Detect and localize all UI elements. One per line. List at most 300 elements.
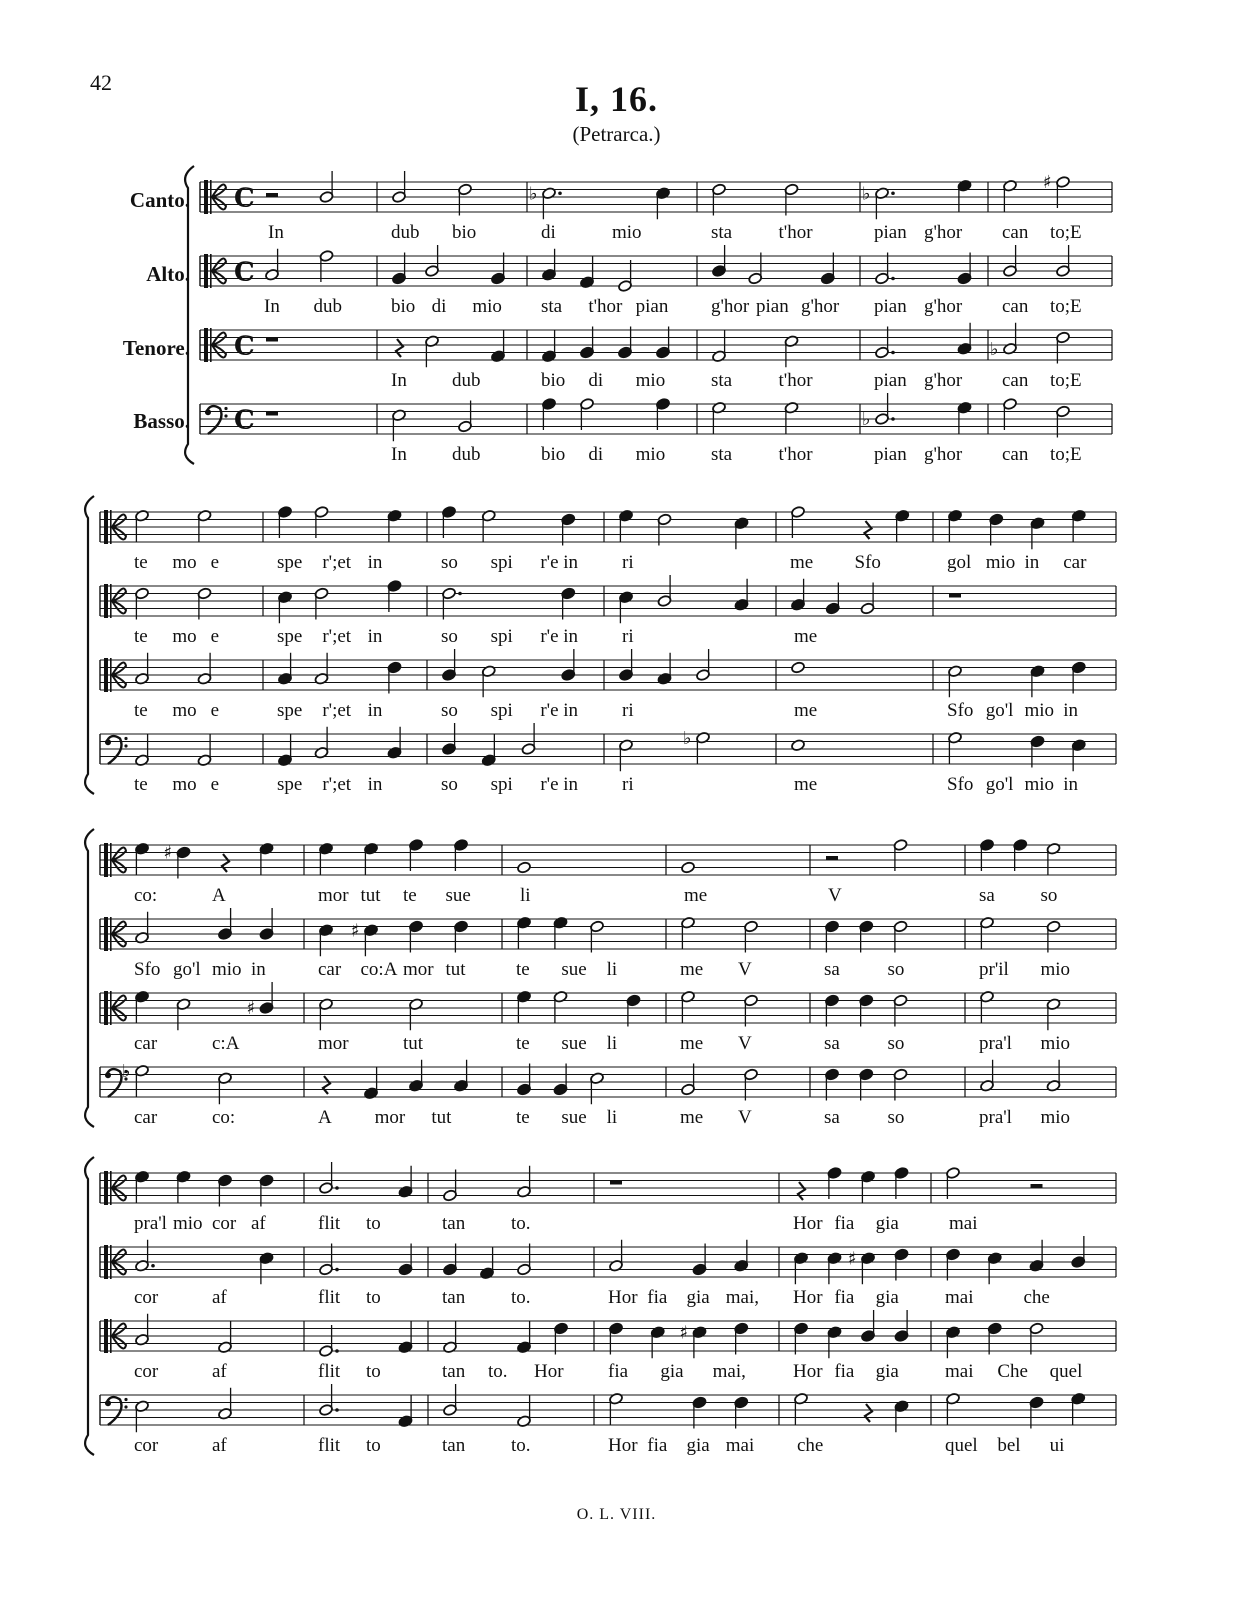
lyric-syllable: Hor — [608, 1435, 638, 1456]
flat-sign: ♭ — [862, 183, 871, 205]
dot — [335, 1408, 339, 1412]
dot — [891, 191, 895, 195]
lyric-syllable: mio — [173, 1213, 203, 1234]
measure — [794, 1392, 909, 1456]
lyric-syllable: pian — [874, 296, 907, 317]
lyric-syllable: in — [1063, 700, 1079, 721]
lyric-syllable: te — [516, 1107, 530, 1128]
lyric-syllable: mai, — [712, 1361, 746, 1382]
measure — [134, 1388, 232, 1456]
lyric-syllable: to — [366, 1361, 381, 1382]
lyric-syllable: mai — [725, 1435, 755, 1456]
lyric-syllable: bel — [997, 1435, 1021, 1456]
measure — [1002, 172, 1082, 243]
lyric-syllable: te — [403, 885, 417, 906]
lyric-syllable: sa — [824, 959, 840, 980]
lyric-syllable: me — [684, 885, 708, 906]
lyric-syllable: bio — [391, 296, 416, 317]
time-signature: C — [234, 331, 255, 362]
lyric-syllable: mio — [635, 370, 666, 391]
measure — [979, 839, 1061, 906]
lyric-syllable: g'hor — [801, 296, 840, 317]
lyric-syllable: g'hor — [711, 296, 750, 317]
lyric-syllable: te — [516, 1033, 530, 1054]
measure — [947, 509, 1087, 573]
lyric-syllable: r';et — [322, 700, 352, 721]
lyric-syllable: ri — [622, 700, 634, 721]
lyric-syllable: A — [318, 1107, 332, 1128]
lyric-syllable: flit — [318, 1287, 341, 1308]
lyric-syllable: dub — [391, 222, 420, 243]
measure — [824, 994, 908, 1054]
lyric-syllable: tan — [442, 1287, 466, 1308]
lyric-syllable: mor — [374, 1107, 406, 1128]
sharp-sign: ♯ — [1043, 172, 1052, 193]
measure — [680, 916, 758, 980]
lyric-syllable: pian — [756, 296, 789, 317]
lyric-syllable: gia — [660, 1361, 684, 1382]
measure — [824, 920, 908, 980]
measure — [516, 1064, 617, 1129]
lyric-syllable: bio — [541, 444, 566, 465]
lyric-syllable: mio — [612, 222, 642, 243]
lyric-syllable: so — [441, 774, 458, 795]
lyric-syllable: Sfo — [947, 700, 974, 721]
measure — [517, 861, 532, 906]
lyric-syllable: pr'il — [979, 959, 1009, 980]
lyric-syllable: sta — [541, 296, 563, 317]
lyric-syllable: tut — [403, 1033, 424, 1054]
dot — [558, 191, 562, 195]
rest — [1031, 1184, 1043, 1188]
measure — [711, 401, 813, 465]
dot — [335, 1349, 339, 1353]
lyric-syllable: te — [516, 959, 530, 980]
lyric-syllable: mor — [403, 959, 434, 980]
lyric-syllable: di — [588, 370, 604, 391]
dot — [891, 417, 895, 421]
lyric-syllable: di — [588, 444, 604, 465]
measure — [790, 506, 910, 573]
lyric-syllable: so — [887, 1033, 905, 1054]
lyric-syllable: li — [606, 959, 618, 980]
measure — [516, 916, 617, 980]
lyric-syllable: co:A — [360, 959, 398, 980]
lyric-syllable: ri — [622, 626, 634, 647]
staff-basso — [100, 1384, 1116, 1456]
lyric-syllable: Sfo — [854, 552, 881, 573]
measure — [874, 253, 972, 318]
lyric-syllable: te — [134, 774, 148, 795]
lyric-syllable: tan — [442, 1435, 466, 1456]
rest — [266, 338, 278, 342]
lyric-syllable: quel — [1049, 1361, 1083, 1382]
sharp-sign: ♯ — [848, 1248, 857, 1270]
measure — [277, 653, 402, 721]
f-clef-icon — [205, 406, 228, 434]
staff-tenore — [200, 323, 1112, 391]
measure — [949, 594, 961, 598]
lyric-syllable: bio — [541, 370, 566, 391]
lyric-syllable: ui — [1049, 1435, 1065, 1456]
rest — [798, 1182, 805, 1200]
measure — [791, 579, 875, 647]
lyric-syllable: cor — [212, 1213, 237, 1234]
lyric-syllable: so — [441, 700, 458, 721]
lyric-syllable: mio — [472, 296, 502, 317]
lyric-syllable: te — [134, 626, 148, 647]
time-signature: C — [234, 257, 255, 288]
lyric-syllable: dub — [452, 370, 481, 391]
lyric-syllable: li — [606, 1107, 618, 1128]
lyric-syllable: to. — [511, 1287, 531, 1308]
lyric-syllable: Hor — [793, 1213, 823, 1234]
measure — [793, 1167, 909, 1234]
rest — [826, 856, 838, 860]
lyric-syllable: to — [366, 1287, 381, 1308]
measure — [266, 338, 278, 342]
lyric-syllable: flit — [318, 1435, 341, 1456]
lyric-syllable: gia — [875, 1361, 899, 1382]
measure — [134, 1170, 274, 1234]
measure — [791, 739, 818, 795]
lyric-syllable: spi — [490, 552, 513, 573]
measure — [318, 1244, 413, 1309]
lyric-syllable: spi — [490, 700, 513, 721]
measure — [442, 1321, 568, 1382]
lyric-syllable: fia — [834, 1361, 855, 1382]
staff-alto — [200, 245, 1112, 317]
lyric-syllable: pra'l — [979, 1107, 1012, 1128]
system-4 — [85, 1157, 1116, 1456]
lyric-syllable: go'l — [173, 959, 201, 980]
measure — [134, 509, 219, 573]
lyric-syllable: af — [212, 1287, 227, 1308]
lyric-syllable: di — [431, 296, 447, 317]
lyric-syllable: g'hor — [924, 296, 963, 317]
flat-sign: ♭ — [683, 727, 692, 749]
measure — [610, 1181, 622, 1185]
lyric-syllable: af — [251, 1213, 266, 1234]
lyric-syllable: af — [212, 1361, 227, 1382]
lyric-syllable: che — [797, 1435, 824, 1456]
lyric-syllable: mio — [1040, 959, 1071, 980]
dot — [335, 1268, 339, 1272]
lyric-syllable: to;E — [1050, 296, 1082, 317]
lyric-syllable: in — [251, 959, 266, 980]
lyric-syllable: e — [210, 700, 220, 721]
lyric-syllable: to. — [488, 1361, 508, 1382]
lyric-syllable: mo — [172, 700, 197, 721]
lyric-syllable: sta — [711, 444, 733, 465]
system-3 — [85, 829, 1116, 1128]
lyric-syllable: r'e in — [540, 552, 579, 573]
voice-label-alto: Alto. — [146, 262, 190, 286]
lyric-syllable: to — [366, 1435, 381, 1456]
staff-tenore — [100, 1310, 1116, 1382]
measure — [945, 1392, 1086, 1456]
measure — [711, 330, 813, 391]
lyric-syllable: li — [606, 1033, 618, 1054]
measure — [979, 1060, 1070, 1128]
measure — [793, 1248, 909, 1308]
lyric-syllable: spi — [490, 626, 513, 647]
lyric-syllable: g'hor — [924, 444, 963, 465]
lyric-syllable: can — [1002, 296, 1029, 317]
lyric-syllable: sue — [445, 885, 471, 906]
measure — [862, 179, 972, 243]
lyric-syllable: flit — [318, 1361, 341, 1382]
lyric-syllable: dub — [452, 444, 481, 465]
lyric-syllable: sta — [711, 222, 733, 243]
staff-canto — [100, 506, 1116, 573]
lyric-syllable: li — [520, 885, 531, 906]
measure — [318, 920, 468, 980]
lyric-syllable: go'l — [985, 700, 1014, 721]
measure — [945, 1322, 1082, 1382]
lyric-syllable: In — [391, 370, 407, 391]
lyric-syllable: gia — [686, 1435, 710, 1456]
lyric-syllable: V — [738, 959, 752, 980]
lyric-syllable: mio — [1024, 700, 1055, 721]
lyric-syllable: mai — [945, 1287, 974, 1308]
lyric-syllable: Che — [997, 1361, 1028, 1382]
lyric-syllable: sta — [711, 370, 733, 391]
lyric-syllable: to;E — [1050, 370, 1082, 391]
measure — [441, 587, 579, 647]
lyric-syllable: fia — [647, 1287, 668, 1308]
lyric-syllable: di — [541, 222, 556, 243]
lyric-syllable: cor — [134, 1361, 159, 1382]
measure — [134, 1240, 274, 1308]
lyric-syllable: to;E — [1050, 444, 1082, 465]
lyric-syllable: pian — [874, 222, 907, 243]
staff-canto — [100, 839, 1116, 906]
lyric-syllable: te — [134, 552, 148, 573]
rest — [323, 1076, 330, 1094]
lyric-syllable: mio — [212, 959, 242, 980]
dot — [151, 1264, 155, 1268]
measure — [391, 330, 505, 391]
lyric-syllable: can — [1002, 370, 1029, 391]
lyric-syllable: e — [210, 774, 220, 795]
lyric-syllable: e — [210, 626, 220, 647]
rest — [266, 412, 278, 416]
measure — [442, 1244, 531, 1309]
piece-title: I, 16. — [574, 79, 658, 119]
lyric-syllable: me — [680, 1107, 704, 1128]
measure — [134, 587, 219, 647]
system-1 — [185, 166, 1112, 465]
lyric-syllable: co: — [212, 1107, 236, 1128]
measure — [122, 1061, 235, 1128]
lyric-syllable: spe — [277, 626, 303, 647]
lyric-syllable: dub — [313, 296, 342, 317]
lyric-syllable: In — [268, 222, 284, 243]
lyric-syllable: r';et — [322, 552, 352, 573]
staff-basso — [200, 393, 1112, 465]
lyric-syllable: af — [212, 1435, 227, 1456]
measure — [826, 839, 908, 906]
lyric-syllable: me — [794, 774, 818, 795]
lyric-syllable: mai, — [725, 1287, 759, 1308]
lyric-syllable: pian — [874, 444, 907, 465]
measure — [824, 1068, 908, 1128]
lyric-syllable: gia — [875, 1213, 899, 1234]
lyric-syllable: in — [1063, 774, 1079, 795]
lyric-syllable: tut — [445, 959, 466, 980]
lyric-syllable: so — [441, 626, 458, 647]
rest — [396, 339, 403, 357]
lyric-syllable: e — [210, 552, 220, 573]
measure — [608, 1322, 749, 1382]
measure — [680, 1064, 758, 1129]
measure — [266, 412, 278, 416]
measure — [680, 990, 758, 1054]
lyric-syllable: so — [887, 1107, 905, 1128]
lyric-syllable: car — [318, 959, 342, 980]
measure — [619, 509, 749, 573]
lyric-syllable: me — [790, 552, 814, 573]
lyric-syllable: ri — [622, 552, 634, 573]
measure — [608, 1240, 759, 1308]
lyric-syllable: to. — [511, 1435, 531, 1456]
measure — [277, 506, 402, 573]
lyric-syllable: te — [134, 700, 148, 721]
flat-sign: ♭ — [529, 183, 538, 205]
lyric-syllable: to;E — [1050, 222, 1082, 243]
lyric-syllable: ri — [622, 774, 634, 795]
rest — [222, 854, 229, 872]
measure — [608, 1392, 754, 1456]
lyric-syllable: co: — [134, 885, 158, 906]
lyric-syllable: mo — [172, 552, 197, 573]
rest — [865, 1404, 872, 1422]
measure — [1002, 398, 1082, 465]
lyric-syllable: mai — [949, 1213, 978, 1234]
lyric-syllable: mor — [318, 1033, 349, 1054]
lyric-syllable: pian — [635, 296, 669, 317]
lyric-syllable: pian — [874, 370, 907, 391]
measure — [619, 728, 711, 795]
lyric-syllable: mio — [635, 444, 666, 465]
lyric-syllable: in — [367, 774, 383, 795]
dot — [458, 592, 462, 596]
lyric-syllable: t'hor — [588, 296, 623, 317]
staff-canto — [100, 1162, 1116, 1234]
lyric-syllable: pra'l — [979, 1033, 1012, 1054]
note — [681, 861, 696, 874]
measure — [318, 1321, 413, 1382]
lyric-syllable: mor — [318, 885, 349, 906]
measure — [979, 916, 1070, 980]
lyric-syllable: r';et — [322, 774, 352, 795]
measure — [391, 401, 481, 466]
lyric-syllable: to. — [511, 1213, 531, 1234]
lyric-syllable: so — [887, 959, 905, 980]
f-clef-icon — [105, 736, 128, 764]
lyric-syllable: tut — [431, 1107, 452, 1128]
measure — [318, 839, 471, 906]
note — [791, 739, 806, 752]
lyric-syllable: g'hor — [924, 222, 963, 243]
lyric-syllable: in — [1024, 552, 1040, 573]
lyric-syllable: spe — [277, 774, 303, 795]
lyric-syllable: spe — [277, 700, 303, 721]
staff-basso — [100, 723, 1116, 795]
flat-sign: ♭ — [122, 1060, 131, 1082]
measure — [791, 661, 818, 721]
sharp-sign: ♯ — [679, 1322, 689, 1344]
time-signature: C — [234, 183, 255, 214]
lyric-syllable: r';et — [322, 626, 352, 647]
lyric-syllable: can — [1002, 222, 1029, 243]
lyric-syllable: sa — [824, 1107, 840, 1128]
system-bracket — [85, 1157, 94, 1455]
system-2 — [85, 496, 1116, 795]
flat-sign: ♭ — [990, 338, 999, 360]
lyric-syllable: gia — [875, 1287, 899, 1308]
measure — [277, 580, 402, 647]
lyric-syllable: me — [794, 700, 818, 721]
system-bracket — [185, 166, 194, 464]
measure — [277, 727, 402, 795]
lyric-syllable: In — [391, 444, 407, 465]
rest — [266, 193, 278, 197]
measure — [541, 327, 670, 392]
lyric-syllable: gol — [947, 552, 972, 573]
measure — [134, 842, 274, 906]
measure — [541, 398, 670, 465]
lyric-syllable: me — [680, 959, 704, 980]
note — [791, 661, 806, 674]
measure — [529, 183, 670, 243]
lyric-syllable: quel — [945, 1435, 978, 1456]
lyric-syllable: sa — [979, 885, 995, 906]
lyric-syllable: g'hor — [924, 370, 963, 391]
measure — [134, 653, 219, 721]
lyric-syllable: mio — [985, 552, 1016, 573]
measure — [318, 1060, 468, 1128]
lyric-syllable: t'hor — [778, 370, 813, 391]
staff-tenore — [100, 649, 1116, 721]
measure — [541, 249, 669, 317]
lyric-syllable: fia — [647, 1435, 668, 1456]
poet-subtitle: (Petrarca.) — [572, 122, 661, 146]
staff-canto — [200, 171, 1112, 243]
lyric-syllable: mio — [1024, 774, 1055, 795]
dot — [891, 351, 895, 355]
lyric-syllable: r'e in — [540, 774, 579, 795]
measure — [947, 731, 1086, 795]
lyric-syllable: can — [1002, 444, 1029, 465]
lyric-syllable: mai — [945, 1361, 974, 1382]
lyric-syllable: go'l — [985, 774, 1014, 795]
lyric-syllable: cor — [134, 1435, 159, 1456]
page-footer: O. L. VIII. — [576, 1506, 657, 1523]
lyric-syllable: sa — [824, 1033, 840, 1054]
measure — [318, 998, 424, 1054]
lyric-syllable: tan — [442, 1361, 466, 1382]
measure — [946, 1167, 1043, 1234]
lyric-syllable: fia — [608, 1361, 629, 1382]
rest — [865, 521, 872, 539]
measure — [947, 661, 1086, 721]
lyric-syllable: to — [366, 1213, 381, 1234]
lyric-syllable: car — [134, 1107, 158, 1128]
lyric-syllable: mo — [172, 774, 197, 795]
sharp-sign: ♯ — [351, 920, 360, 942]
